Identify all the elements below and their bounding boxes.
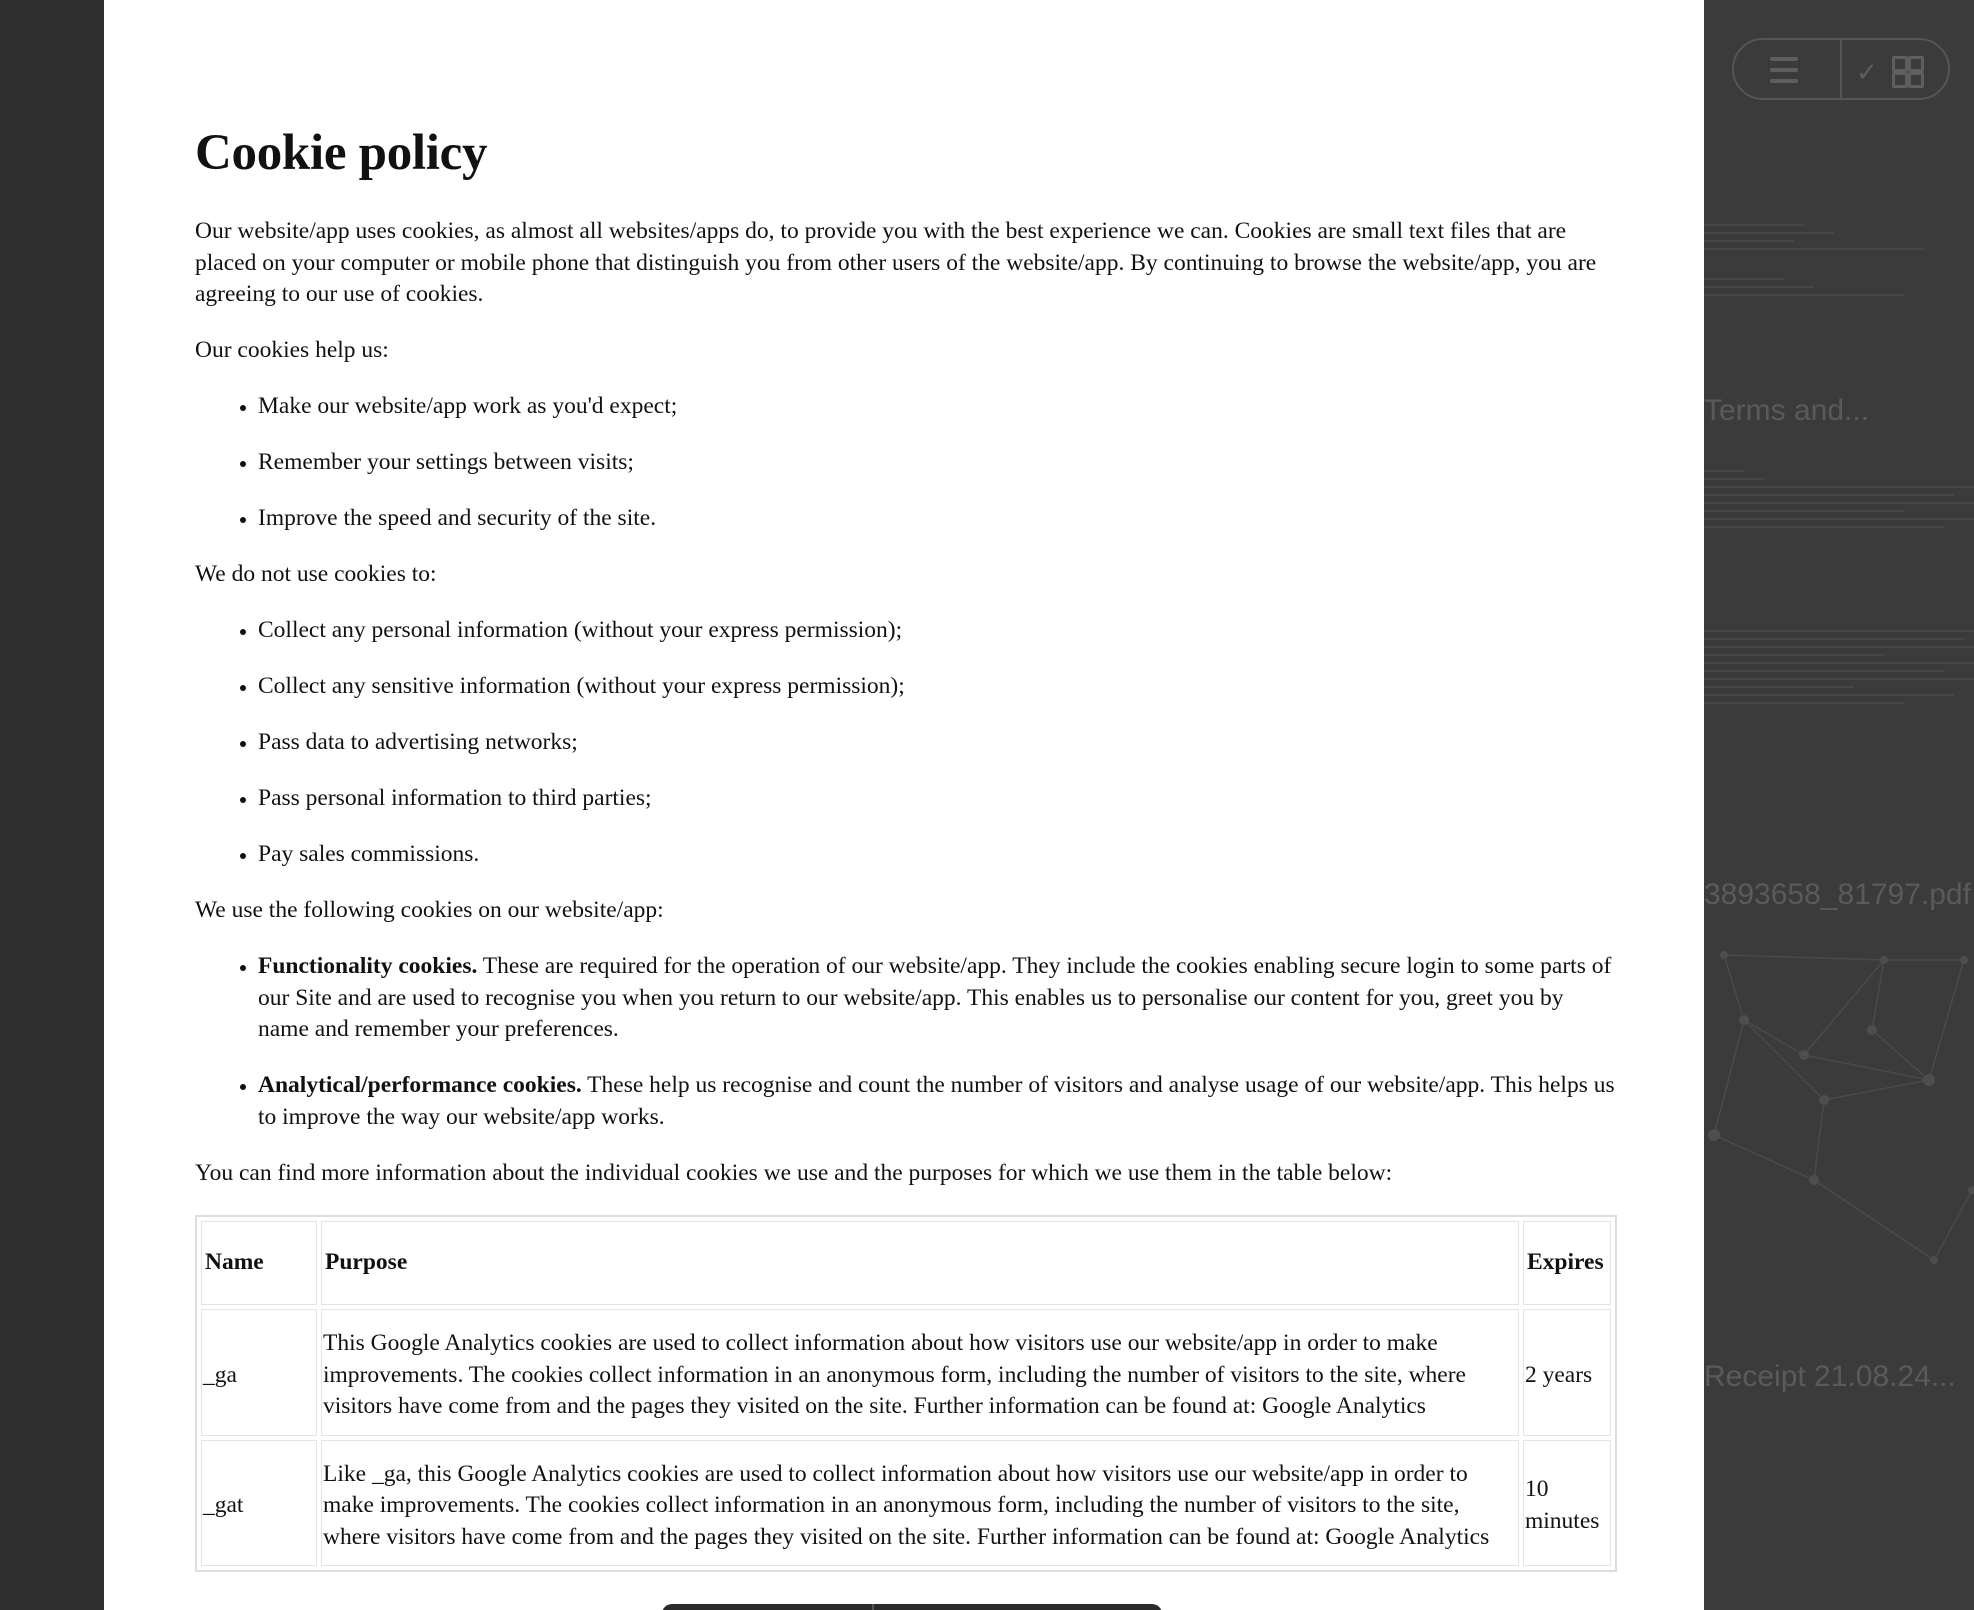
help-list (195, 391, 1617, 535)
cookies-table (195, 1215, 1617, 1572)
list-item: • Improve the speed and security of the site. (258, 503, 1617, 535)
background-text-lines (1704, 630, 1974, 710)
modal-content (195, 0, 1617, 1572)
background-text-lines (1704, 278, 1924, 302)
toolbar-divider (1840, 40, 1842, 98)
check-icon[interactable]: ✓ (1856, 58, 1878, 88)
action-bar-divider (872, 1604, 874, 1610)
modal-action-bar[interactable] (662, 1604, 1162, 1610)
cell-purpose: This Google Analytics cookies are used to collect information about how visitors use our website/app in order to make improvements. The cookies collect information in an anonymous form, including the number of visitors to the site, where visitors have come from and the pages they visited on the site. Further information can be found at: Google Analytics (321, 1309, 1519, 1436)
cookie-type-text: These are required for the operation of our website/app. They include the cookies enabling secure login to some parts of our Site and are used to recognise you when you return to our website/app. This enables us to personalise our content for you, greet you by name and remember your preferences. (258, 953, 1612, 1042)
not-heading: We do not use cookies to: (195, 561, 437, 587)
table-header-row (201, 1221, 1611, 1305)
column-header-purpose: Purpose (321, 1221, 1519, 1305)
cookie-type-name: Functionality cookies. (258, 953, 478, 979)
list-item: • Pass personal information to third parties; (258, 783, 1617, 815)
intro-paragraph: Our website/app uses cookies, as almost all websites/apps do, to provide you with the best experience we can. Cookies are small text files that are placed on your computer or mobile phone that distinguish you from other users of the website/app. By continuing to browse the website/app, you are agreeing to our use of cookies. (195, 218, 1597, 307)
cell-expires: 10 minutes (1523, 1440, 1611, 1567)
cell-name: _ga (201, 1309, 317, 1436)
cell-expires: 2 years (1523, 1309, 1611, 1436)
not-list (195, 615, 1617, 871)
help-heading: Our cookies help us: (195, 337, 389, 363)
cell-purpose: Like _ga, this Google Analytics cookies are used to collect information about how visitors use our website/app in order to make improvements. The cookies collect information in an anonymous form, including the number of visitors to the site, where visitors have come from and the pages they visited on the site. Further information can be found at: Google Analytics (321, 1440, 1519, 1567)
background-card-title[interactable]: 3893658_81797.pdf (1704, 878, 1971, 911)
list-item: • Collect any sensitive information (without your express permission); (258, 671, 1617, 703)
cookie-types-list (195, 951, 1617, 1133)
table-row (201, 1309, 1611, 1436)
page-title: Cookie policy (195, 125, 488, 181)
list-item: • Make our website/app work as you'd expect; (258, 391, 1617, 423)
list-item: • Collect any personal information (without your express permission); (258, 615, 1617, 647)
cell-name: _gat (201, 1440, 317, 1567)
table-row (201, 1440, 1611, 1567)
background-toolbar (1732, 38, 1950, 100)
list-item: • Pay sales commissions. (258, 839, 1617, 871)
list-item: • Pass data to advertising networks; (258, 727, 1617, 759)
background-card-title[interactable]: Receipt 21.08.24... (1704, 1360, 1956, 1393)
grid-view-icon[interactable] (1892, 56, 1922, 86)
network-thumbnail-image (1704, 940, 1974, 1280)
menu-icon[interactable] (1770, 57, 1798, 90)
list-item (258, 1070, 1617, 1133)
column-header-name: Name (201, 1221, 317, 1305)
list-item (258, 951, 1617, 1046)
background-text-lines (1704, 470, 1974, 534)
cookie-policy-modal (104, 0, 1704, 1610)
background-text-lines (1704, 224, 1924, 256)
table-intro: You can find more information about the individual cookies we use and the purposes for which we use them in the table below: (195, 1159, 1393, 1186)
column-header-expires: Expires (1523, 1221, 1611, 1305)
background-card-title[interactable]: Terms and... (1704, 394, 1870, 427)
use-heading: We use the following cookies on our website/app: (195, 897, 664, 923)
background-app (1704, 0, 1974, 1610)
cookie-type-text: These help us recognise and count the number of visitors and analyse usage of our website/app. This helps us to improve the way our website/app works. (258, 1072, 1615, 1130)
list-item: • Remember your settings between visits; (258, 447, 1617, 479)
cookie-type-name: Analytical/performance cookies. (258, 1072, 582, 1098)
